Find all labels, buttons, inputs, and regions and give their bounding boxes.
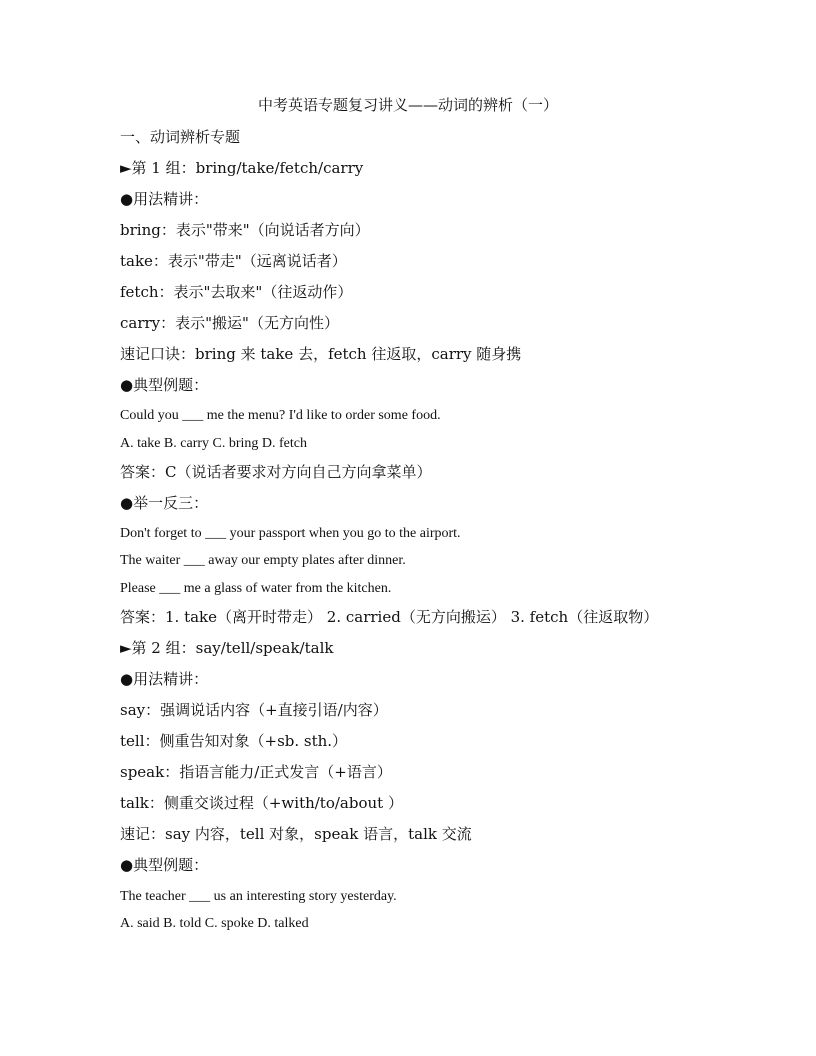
section-heading: 一、动词辨析专题	[120, 128, 241, 146]
example-options-2: A. said B. told C. spoke D. talked	[120, 916, 309, 931]
usage-heading: ●用法精讲：	[120, 190, 209, 208]
practice-question-1: Don't forget to ___ your passport when you go to the airport.	[120, 526, 461, 541]
usage-tell: tell：侧重告知对象（+sb. sth.）	[120, 732, 348, 750]
usage-fetch: fetch：表示"去取来"（往返动作）	[120, 283, 353, 301]
group-2-heading: ►第 2 组：say/tell/speak/talk	[120, 639, 334, 657]
practice-question-3: Please ___ me a glass of water from the kitchen.	[120, 581, 392, 596]
example-question: Could you ___ me the menu? I'd like to order some food.	[120, 408, 441, 423]
usage-talk: talk：侧重交谈过程（+with/to/about ）	[120, 794, 403, 812]
usage-heading-2: ●用法精讲：	[120, 670, 209, 688]
practice-question-2: The waiter ___ away our empty plates after dinner.	[120, 553, 406, 568]
mnemonic: 速记口诀：bring 来 take 去，fetch 往返取，carry 随身携	[120, 345, 522, 363]
example-heading: ●典型例题：	[120, 376, 209, 394]
usage-say: say：强调说话内容（+直接引语/内容）	[120, 701, 388, 719]
usage-bring: bring：表示"带来"（向说话者方向）	[120, 221, 370, 239]
group-1-heading: ►第 1 组：bring/take/fetch/carry	[120, 159, 364, 177]
mnemonic-2: 速记：say 内容，tell 对象，speak 语言，talk 交流	[120, 825, 472, 843]
example-heading-2: ●典型例题：	[120, 856, 209, 874]
usage-carry: carry：表示"搬运"（无方向性）	[120, 314, 339, 332]
practice-answer: 答案：1. take（离开时带走） 2. carried（无方向搬运） 3. fetch（往返取物）	[120, 608, 659, 626]
document-title: 中考英语专题复习讲义——动词的辨析（一）	[257, 96, 558, 114]
example-question-2: The teacher ___ us an interesting story yesterday.	[120, 889, 397, 904]
practice-heading: ●举一反三：	[120, 494, 209, 512]
example-answer: 答案：C（说话者要求对方向自己方向拿菜单）	[120, 463, 432, 481]
example-options: A. take B. carry C. bring D. fetch	[120, 436, 307, 451]
usage-take: take：表示"带走"（远离说话者）	[120, 252, 347, 270]
usage-speak: speak：指语言能力/正式发言（+语言）	[120, 763, 392, 781]
